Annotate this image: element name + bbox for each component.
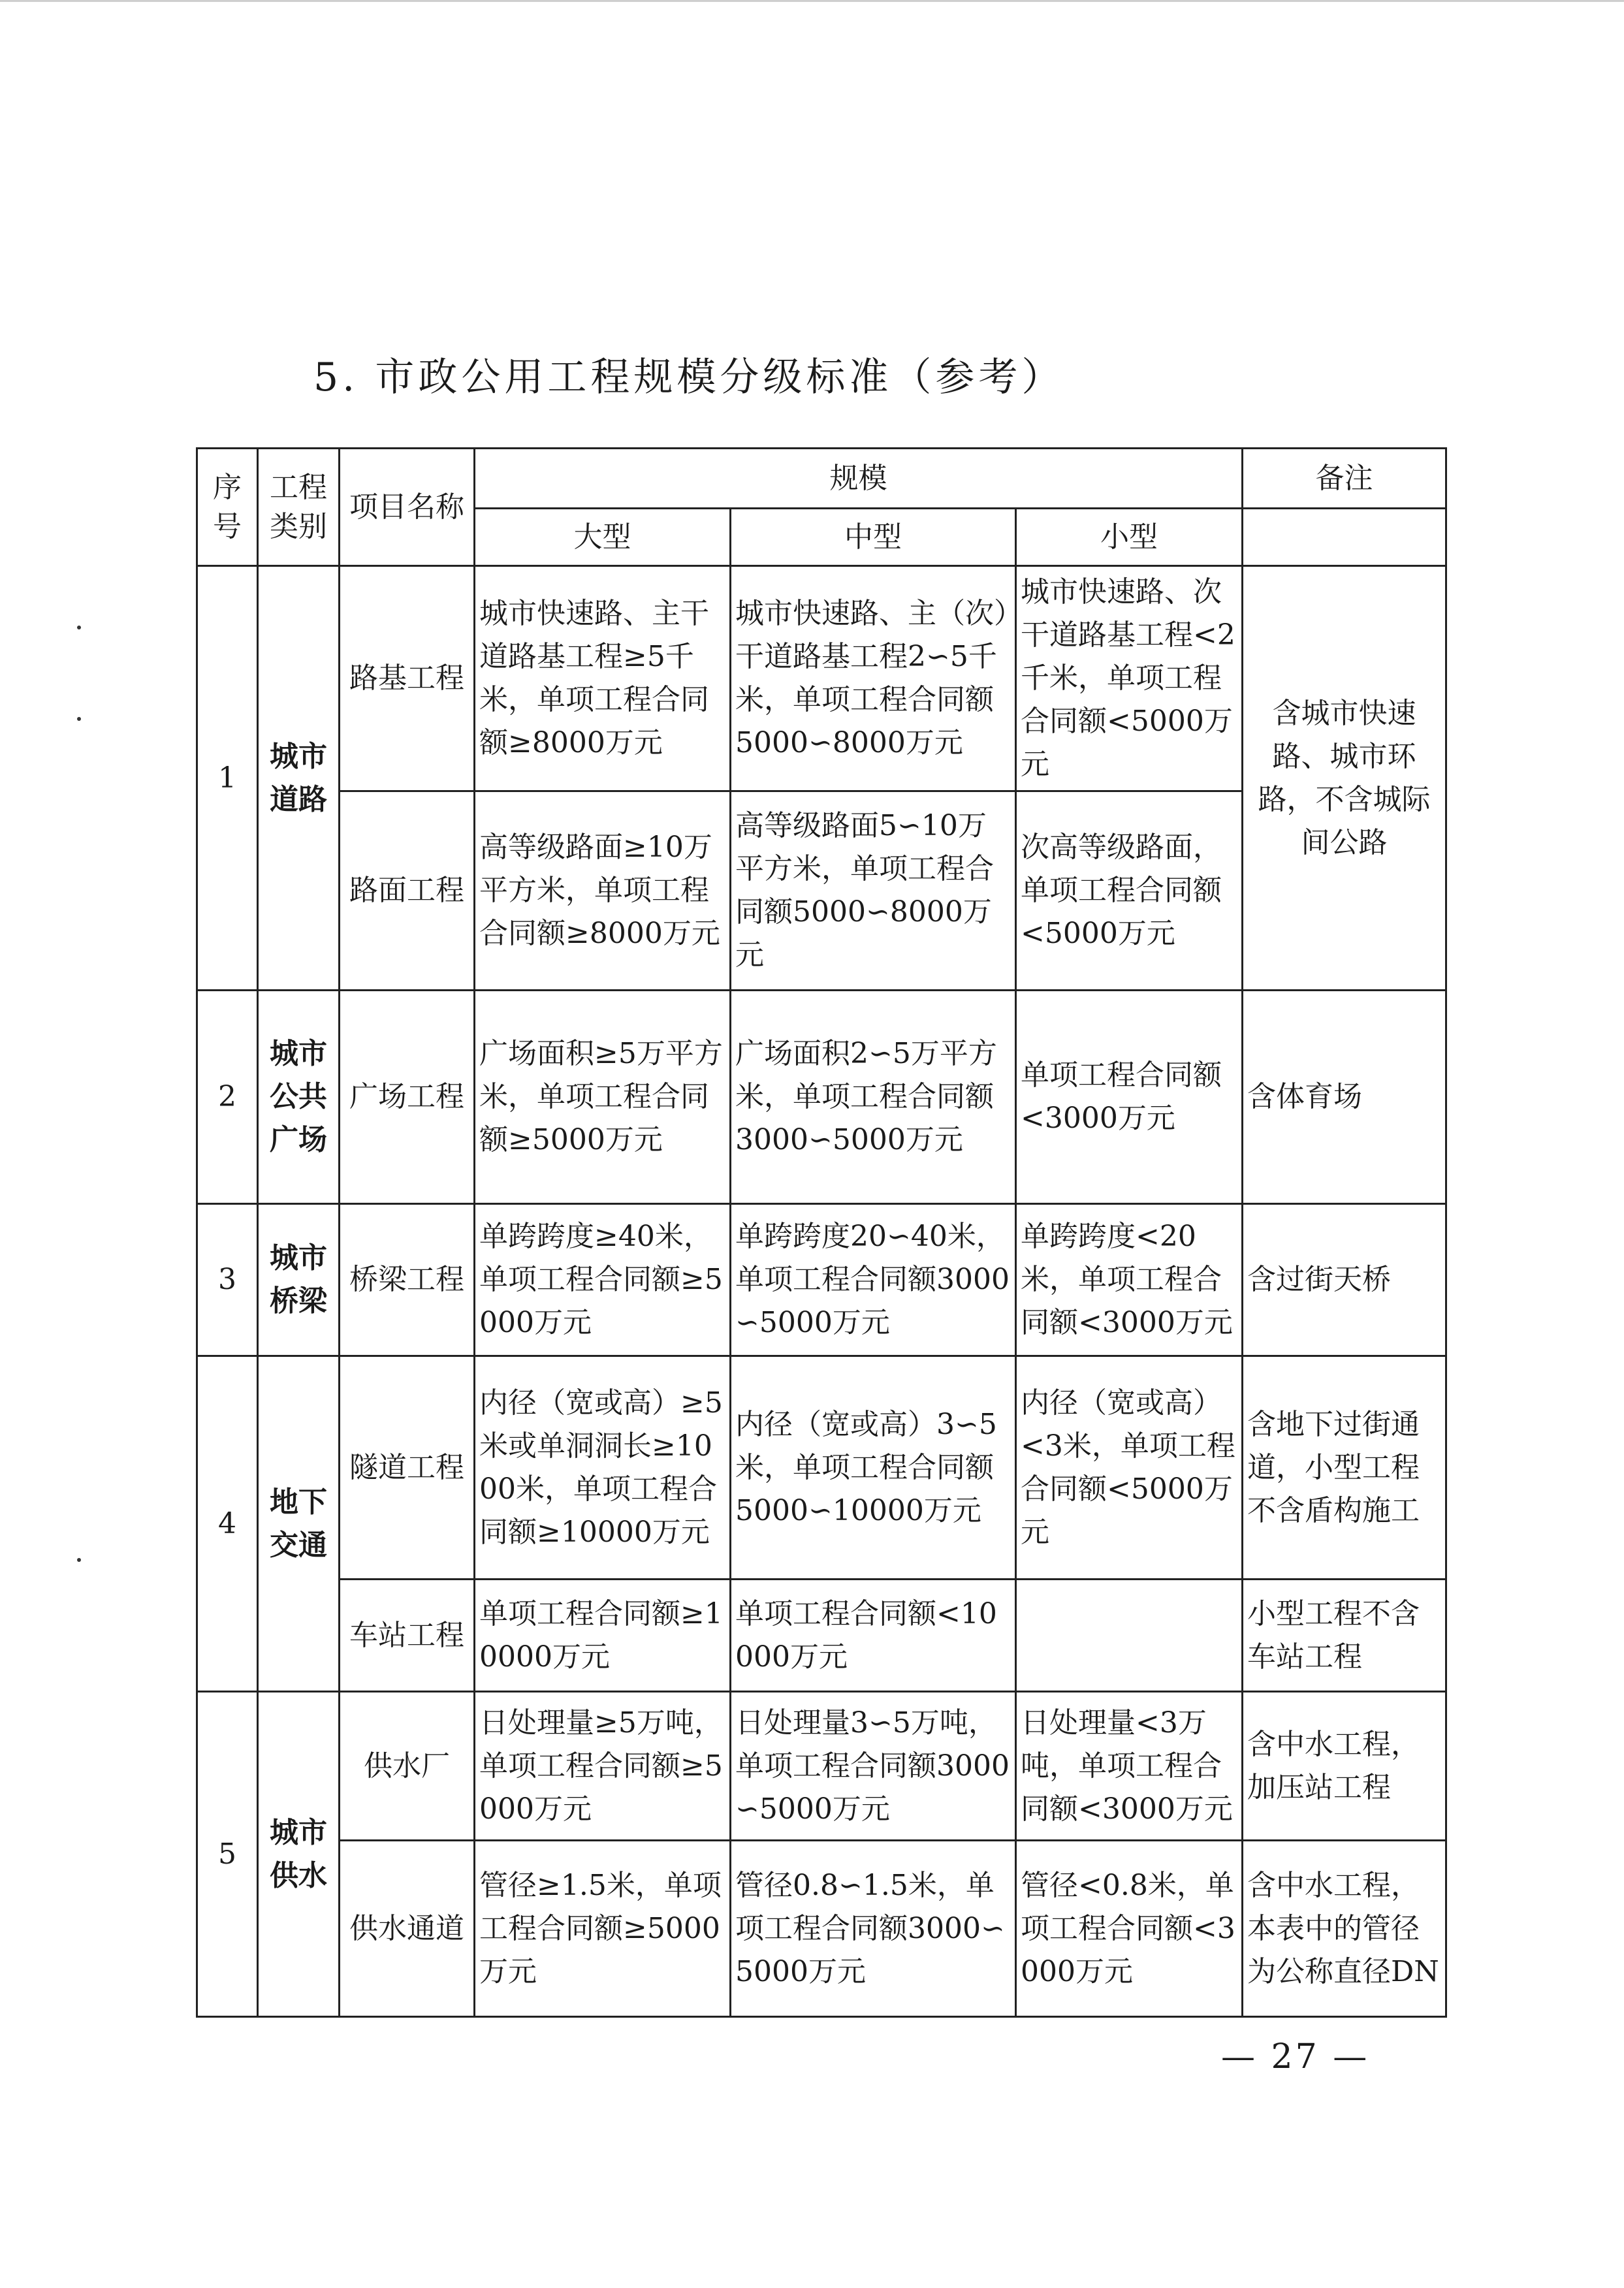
margin-dot [77, 626, 81, 629]
table-row [197, 1580, 1446, 1692]
row-medium: 日处理量3∽5万吨，单项工程合同额3000∽5000万元 [731, 1692, 1016, 1841]
row-small: 日处理量<3万吨，单项工程合同额<3000万元 [1016, 1692, 1243, 1841]
row-small: 次高等级路面，单项工程合同额<5000万元 [1016, 791, 1243, 991]
table-row [197, 1841, 1446, 2017]
row-category: 城市道路 [258, 566, 340, 991]
row-item: 车站工程 [340, 1580, 475, 1692]
row-large: 广场面积≥5万平方米，单项工程合同额≥5000万元 [475, 991, 731, 1204]
row-item: 供水厂 [340, 1692, 475, 1841]
table-row [197, 1204, 1446, 1356]
row-large: 高等级路面≥10万平方米，单项工程合同额≥8000万元 [475, 791, 731, 991]
row-seq: 3 [197, 1204, 258, 1356]
row-remark: 含过街天桥 [1243, 1204, 1446, 1356]
row-seq: 5 [197, 1692, 258, 2017]
row-remark: 含体育场 [1243, 991, 1446, 1204]
row-small [1016, 1580, 1243, 1692]
page-number: — 27 — [1221, 2037, 1370, 2076]
row-medium: 单跨跨度20∽40米，单项工程合同额3000∽5000万元 [731, 1204, 1016, 1356]
header-small: 小型 [1016, 509, 1243, 566]
row-category: 城市公共广场 [258, 991, 340, 1204]
header-medium: 中型 [731, 509, 1016, 566]
row-category: 城市桥梁 [258, 1204, 340, 1356]
header-category: 工程类别 [258, 449, 340, 566]
row-item: 隧道工程 [340, 1356, 475, 1580]
row-medium: 内径（宽或高）3∽5米，单项工程合同额5000∽10000万元 [731, 1356, 1016, 1580]
row-category: 城市供水 [258, 1692, 340, 2017]
row-category: 地下交通 [258, 1356, 340, 1692]
row-large: 城市快速路、主干道路基工程≥5千米，单项工程合同额≥8000万元 [475, 566, 731, 791]
row-medium: 管径0.8∽1.5米，单项工程合同额3000∽5000万元 [731, 1841, 1016, 2017]
page-title: 5. 市政公用工程规模分级标准（参考） [313, 355, 1065, 400]
header-scale: 规模 [475, 449, 1243, 509]
row-small: 城市快速路、次干道路基工程<2千米，单项工程合同额<5000万元 [1016, 566, 1243, 791]
scan-top-edge [0, 0, 1624, 2]
header-remark-blank [1243, 509, 1446, 566]
margin-dot [77, 1558, 81, 1562]
row-seq: 4 [197, 1356, 258, 1692]
table-row [197, 1356, 1446, 1580]
row-item: 路基工程 [340, 566, 475, 791]
row-item: 桥梁工程 [340, 1204, 475, 1356]
row-remark: 含中水工程，加压站工程 [1243, 1692, 1446, 1841]
row-large: 内径（宽或高）≥5米或单洞洞长≥1000米，单项工程合同额≥10000万元 [475, 1356, 731, 1580]
row-small: 管径<0.8米，单项工程合同额<3000万元 [1016, 1841, 1243, 2017]
row-small: 内径（宽或高）<3米，单项工程合同额<5000万元 [1016, 1356, 1243, 1580]
row-large: 单跨跨度≥40米，单项工程合同额≥5000万元 [475, 1204, 731, 1356]
row-medium: 城市快速路、主（次）干道路基工程2∽5千米，单项工程合同额5000∽8000万元 [731, 566, 1016, 791]
row-large: 单项工程合同额≥10000万元 [475, 1580, 731, 1692]
row-medium: 单项工程合同额<10000万元 [731, 1580, 1016, 1692]
margin-dot [77, 717, 81, 721]
header-item: 项目名称 [340, 449, 475, 566]
table-header-row [197, 449, 1446, 509]
row-medium: 高等级路面5∽10万平方米，单项工程合同额5000∽8000万元 [731, 791, 1016, 991]
row-medium: 广场面积2∽5万平方米，单项工程合同额3000∽5000万元 [731, 991, 1016, 1204]
row-seq: 2 [197, 991, 258, 1204]
table-row [197, 991, 1446, 1204]
header-large: 大型 [475, 509, 731, 566]
table-row [197, 1692, 1446, 1841]
row-small: 单跨跨度<20米，单项工程合同额<3000万元 [1016, 1204, 1243, 1356]
row-large: 日处理量≥5万吨，单项工程合同额≥5000万元 [475, 1692, 731, 1841]
header-remark: 备注 [1243, 449, 1446, 509]
row-small: 单项工程合同额<3000万元 [1016, 991, 1243, 1204]
row-seq: 1 [197, 566, 258, 991]
row-large: 管径≥1.5米，单项工程合同额≥5000万元 [475, 1841, 731, 2017]
row-item: 供水通道 [340, 1841, 475, 2017]
row-remark: 含中水工程，本表中的管径为公称直径DN [1243, 1841, 1446, 2017]
row-remark: 含地下过街通道，小型工程不含盾构施工 [1243, 1356, 1446, 1580]
row-remark: 含城市快速路、城市环路，不含城际间公路 [1243, 566, 1446, 991]
scale-standard-table [196, 447, 1447, 2018]
table-row [197, 566, 1446, 791]
header-seq: 序号 [197, 449, 258, 566]
row-item: 路面工程 [340, 791, 475, 991]
row-remark: 小型工程不含车站工程 [1243, 1580, 1446, 1692]
row-item: 广场工程 [340, 991, 475, 1204]
